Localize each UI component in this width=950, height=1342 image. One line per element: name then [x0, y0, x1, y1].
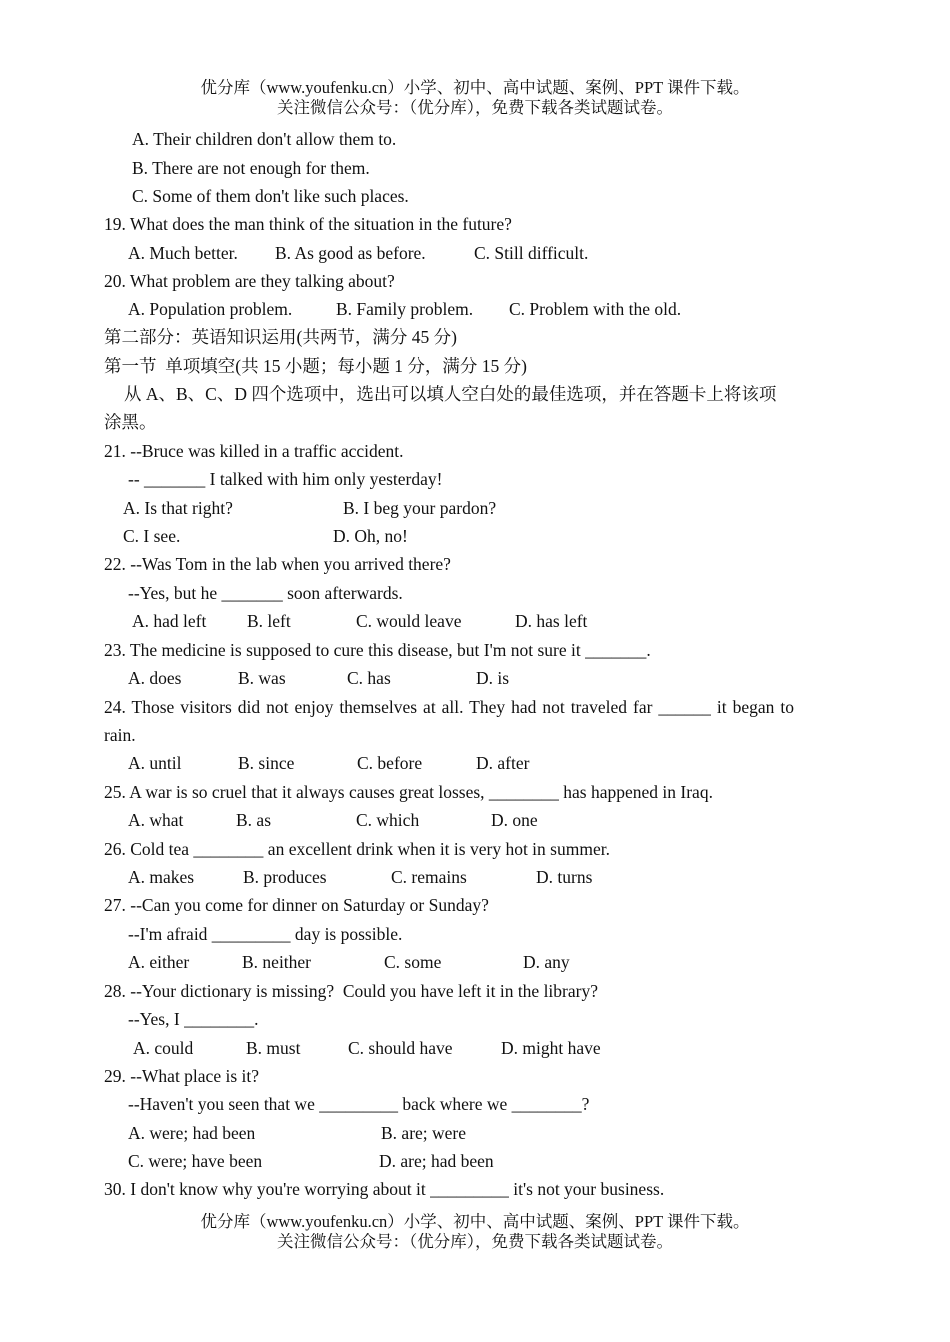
- q20-stem: 20. What problem are they talking about?: [104, 271, 395, 291]
- q25-stem: 25. A war is so cruel that it always causes great losses, ________ has happened in Iraq.: [104, 782, 713, 802]
- q26-option-b: B. produces: [243, 867, 327, 887]
- q21-option-c: C. I see.: [123, 526, 181, 546]
- q29-option-d: D. are; had been: [379, 1151, 494, 1171]
- q28-option-a: A. could: [133, 1038, 194, 1058]
- q29-option-c: C. were; have been: [128, 1151, 263, 1171]
- q20-option-a: A. Population problem.: [128, 299, 293, 319]
- q29-option-a: A. were; had been: [128, 1123, 256, 1143]
- q20-option-b: B. Family problem.: [336, 299, 474, 319]
- q26-option-d: D. turns: [536, 867, 593, 887]
- q22-option-c: C. would leave: [356, 611, 462, 631]
- q29-line2: --Haven't you seen that we _________ back where we ________?: [128, 1094, 590, 1114]
- q28-stem: 28. --Your dictionary is missing? Could you have left it in the library?: [104, 981, 598, 1001]
- q19-stem: 19. What does the man think of the situation in the future?: [104, 214, 512, 234]
- q18-option-c: C. Some of them don't like such places.: [132, 186, 409, 206]
- q22-line2: --Yes, but he _______ soon afterwards.: [128, 583, 403, 603]
- section1-title: 第一节 单项填空(共 15 小题；每小题 1 分，满分 15 分): [104, 356, 527, 376]
- q25-option-d: D. one: [491, 810, 538, 830]
- q23-stem: 23. The medicine is supposed to cure this disease, but I'm not sure it _______.: [104, 640, 651, 660]
- q18-option-b: B. There are not enough for them.: [132, 158, 370, 178]
- q24-stem-continued: rain.: [104, 725, 136, 745]
- q22-option-a: A. had left: [132, 611, 207, 631]
- q28-option-b: B. must: [246, 1038, 301, 1058]
- section1-instruction-2: 涂黑。: [104, 412, 157, 432]
- q21-option-b: B. I beg your pardon?: [343, 498, 497, 518]
- q24-option-c: C. before: [357, 753, 423, 773]
- q28-option-d: D. might have: [501, 1038, 601, 1058]
- q24-option-b: B. since: [238, 753, 295, 773]
- q24-option-d: D. after: [476, 753, 530, 773]
- q24-option-a: A. until: [128, 753, 182, 773]
- q19-option-c: C. Still difficult.: [474, 243, 589, 263]
- q26-option-a: A. makes: [128, 867, 195, 887]
- q26-option-c: C. remains: [391, 867, 467, 887]
- q22-option-b: B. left: [247, 611, 291, 631]
- q28-option-c: C. should have: [348, 1038, 453, 1058]
- q25-option-a: A. what: [128, 810, 184, 830]
- q29-stem: 29. --What place is it?: [104, 1066, 260, 1086]
- q25-option-c: C. which: [356, 810, 420, 830]
- q21-option-a: A. Is that right?: [123, 498, 233, 518]
- q27-line2: --I'm afraid _________ day is possible.: [128, 924, 403, 944]
- q19-option-a: A. Much better.: [128, 243, 238, 263]
- section1-instruction-1: 从 A、B、C、D 四个选项中，选出可以填人空白处的最佳选项，并在答题卡上将该项: [124, 384, 777, 404]
- q25-option-b: B. as: [236, 810, 271, 830]
- q23-option-c: C. has: [347, 668, 391, 688]
- q27-stem: 27. --Can you come for dinner on Saturday or Sunday?: [104, 895, 489, 915]
- q20-option-c: C. Problem with the old.: [509, 299, 682, 319]
- q27-option-a: A. either: [128, 952, 190, 972]
- part2-title: 第二部分：英语知识运用(共两节，满分 45 分): [104, 327, 457, 347]
- q19-option-b: B. As good as before.: [275, 243, 426, 263]
- q23-option-d: D. is: [476, 668, 510, 688]
- q30-stem: 30. I don't know why you're worrying about it _________ it's not your business.: [104, 1179, 665, 1199]
- q29-option-b: B. are; were: [381, 1123, 467, 1143]
- q26-stem: 26. Cold tea ________ an excellent drink when it is very hot in summer.: [104, 839, 610, 859]
- q23-option-b: B. was: [238, 668, 286, 688]
- q21-line2: -- _______ I talked with him only yesterday!: [128, 469, 443, 489]
- header-line-2: 关注微信公众号：（优分库），免费下载各类试题试卷。: [277, 98, 673, 117]
- q28-line2: --Yes, I ________.: [128, 1009, 259, 1029]
- q22-option-d: D. has left: [515, 611, 588, 631]
- footer-line-1: 优分库（www.youfenku.cn）小学、初中、高中试题、案例、PPT 课件下载。: [200, 1212, 750, 1231]
- q23-option-a: A. does: [128, 668, 182, 688]
- q27-option-d: D. any: [523, 952, 570, 972]
- header-line-1: 优分库（www.youfenku.cn）小学、初中、高中试题、案例、PPT 课件下载。: [200, 78, 750, 97]
- q24-stem: 24. Those visitors did not enjoy themselves at all. They had not traveled far ______ it began to: [104, 697, 794, 717]
- q27-option-c: C. some: [384, 952, 442, 972]
- q27-option-b: B. neither: [242, 952, 312, 972]
- q21-option-d: D. Oh, no!: [333, 526, 408, 546]
- q21-stem: 21. --Bruce was killed in a traffic accident.: [104, 441, 404, 461]
- footer-line-2: 关注微信公众号：（优分库），免费下载各类试题试卷。: [277, 1232, 673, 1251]
- q22-stem: 22. --Was Tom in the lab when you arrived there?: [104, 554, 451, 574]
- q18-option-a: A. Their children don't allow them to.: [132, 129, 397, 149]
